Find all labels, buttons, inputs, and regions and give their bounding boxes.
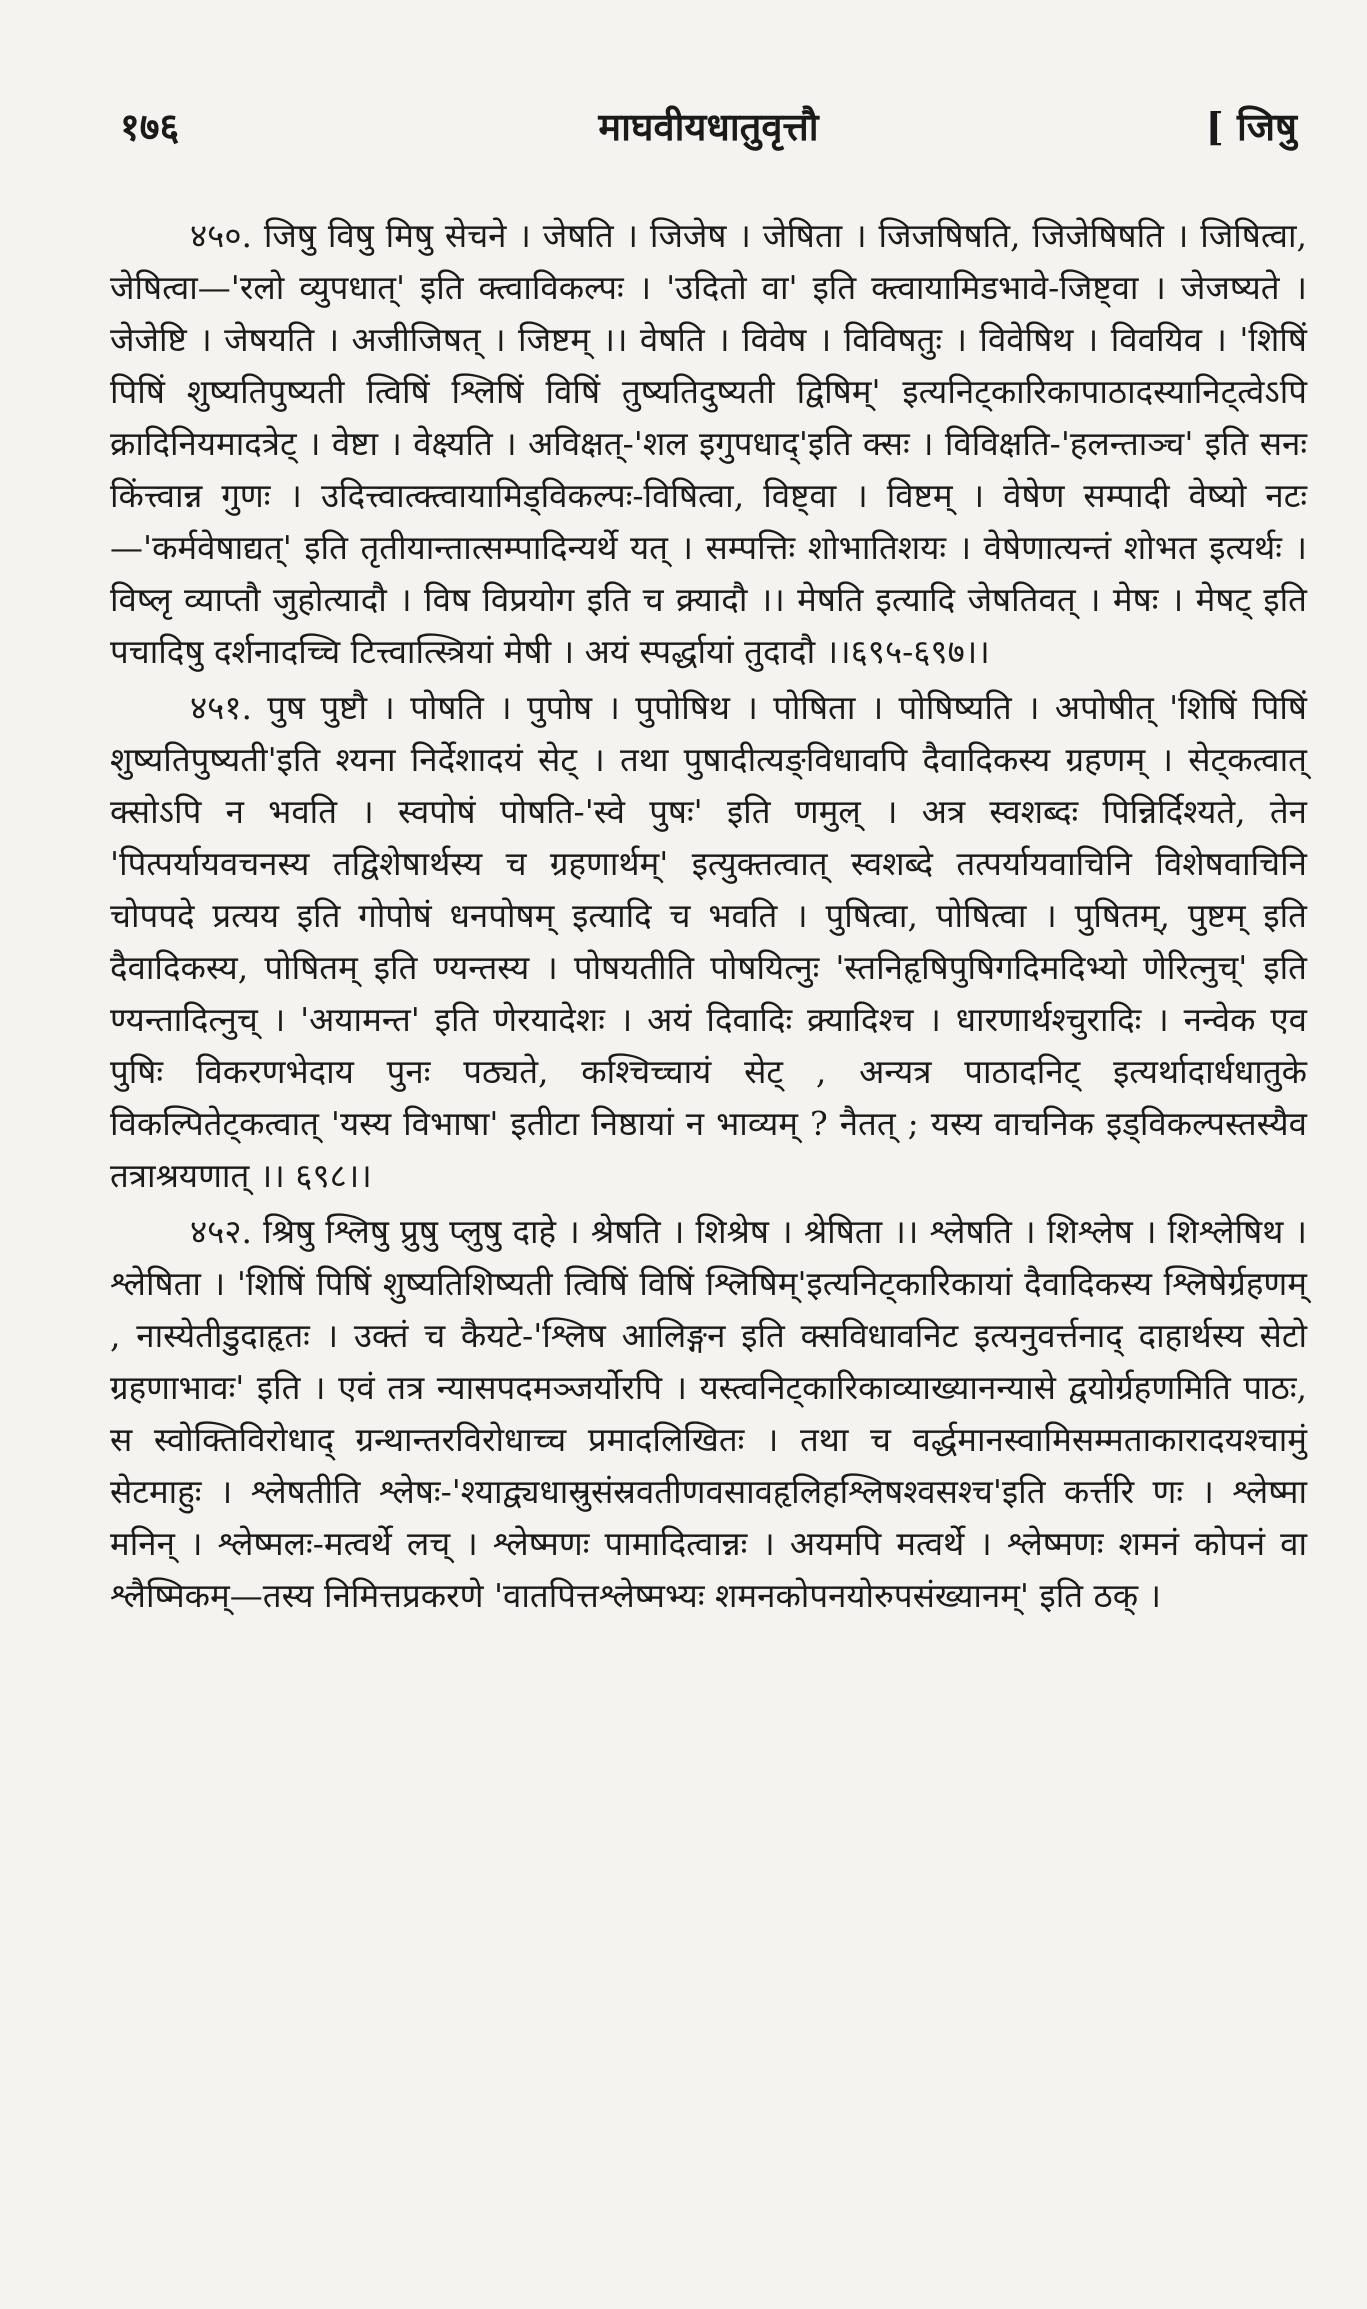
page-body xyxy=(110,210,1307,1622)
paragraph-450: ४५०. जिषु विषु मिषु सेचने । जेषति । जिजेष । जेषिता । जिजषिषति, जिजेषिषति । जिषित्वा, जेषित्वा—'रलो व्युपधात्' इति क्त्वाविकल्पः । 'उदितो वा' इति क्त्वायामिडभावे-जिष्ट्वा । जेजष्यते । जेजेष्टि । जेषयति । अजीजिषत् । जिष्टम् ।। वेषति । विवेष । विविषतुः । विवेषिथ । विवयिव । 'शिषिं पिषिं शुष्यतिपुष्यती त्विषिं श्लिषिं विषिं तुष्यतिदुष्यती द्विषिम्' इत्यनिट्कारिकापाठादस्यानिट्त्वेऽपि क्रादिनियमादत्रेट् । वेष्टा । वेक्ष्यति । अविक्षत्-'शल इगुपधाद्'इति क्सः । विविक्षति-'हलन्ताञ्च' इति सनः किंत्त्वान्न गुणः । उदित्त्वात्क्त्वायामिड्विकल्पः-विषित्वा, विष्ट्वा । विष्टम् । वेषेण सम्पादी वेष्यो नटः—'कर्मवेषाद्यत्' इति तृतीयान्तात्सम्पादिन्यर्थे यत् । सम्पत्तिः शोभातिशयः । वेषेणात्यन्तं शोभत इत्यर्थः । विष्लृ व्याप्तौ जुहोत्यादौ । विष विप्रयोग इति च क्र्यादौ ।। मेषति इत्यादि जेषतिवत् । मेषः । मेषट् इति पचादिषु दर्शनादच्चि टित्त्वात्स्त्रियां मेषी । अयं स्पर्द्धायां तुदादौ ।।६९५-६९७।। xyxy=(110,216,1307,671)
guide-word: [ जिषु xyxy=(1205,104,1297,149)
page-header xyxy=(110,100,1307,170)
paragraph-451: ४५१. पुष पुष्टौ । पोषति । पुपोष । पुपोषिथ । पोषिता । पोषिष्यति । अपोषीत् 'शिषिं पिषिं शुष्यतिपुष्यती'इति श्यना निर्देशादयं सेट् । तथा पुषादीत्यङ्विधावपि दैवादिकस्य ग्रहणम् । सेट्कत्वात् क्सोऽपि न भवति । स्वपोषं पोषति-'स्वे पुषः' इति णमुल् । अत्र स्वशब्दः पिन्निर्दिश्यते, तेन 'पित्पर्यायवचनस्य तद्विशेषार्थस्य च ग्रहणार्थम्' इत्युक्तत्वात् स्वशब्दे तत्पर्यायवाचिनि विशेषवाचिनि चोपपदे प्रत्यय इति गोपोषं धनपोषम् इत्यादि च भवति । पुषित्वा, पोषित्वा । पुषितम्, पुष्टम् इति दैवादिकस्य, पोषितम् इति ण्यन्तस्य । पोषयतीति पोषयित्नुः 'स्तनिहृषिपुषिगदिमदिभ्यो णेरित्नुच्' इति ण्यन्तादित्नुच् । 'अयामन्त' इति णेरयादेशः । अयं दिवादिः क्र्यादिश्च । धारणार्थश्चुरादिः । नन्वेक एव पुषिः विकरणभेदाय पुनः पठ्यते, कश्चिच्चायं सेट् , अन्यत्र पाठादनिट् इत्यर्थादार्धधातुके विकल्पितेट्कत्वात् 'यस्य विभाषा' इतीटा निष्ठायां न भाव्यम् ? नैतत् ; यस्य वाचनिक इड्विकल्पस्तस्यैव तत्राश्रयणात् ।। ६९८।। xyxy=(110,688,1307,1195)
running-title: माघवीयधातुवृत्तौ xyxy=(598,104,819,149)
page-number: १७६ xyxy=(120,104,180,149)
paragraph-452: ४५२. श्रिषु श्लिषु प्रुषु प्लुषु दाहे । श्रेषति । शिश्रेष । श्रेषिता ।। श्लेषति । शिश्लेष । शिश्लेषिथ । श्लेषिता । 'शिषिं पिषिं शुष्यतिशिष्यती त्विषिं विषिं श्लिषिम्'इत्यनिट्कारिकायां दैवादिकस्य श्लिषेर्ग्रहणम् , नास्येतीडुदाहृतः । उक्तं च कैयटे-'श्लिष आलिङ्गन इति क्सविधावनिट इत्यनुवर्त्तनाद् दाहार्थस्य सेटो ग्रहणाभावः' इति । एवं तत्र न्यासपदमञ्जर्योरपि । यस्त्वनिट्कारिकाव्याख्यानन्यासे द्वयोर्ग्रहणमिति पाठः, स स्वोक्तिविरोधाद् ग्रन्थान्तरविरोधाच्च प्रमादलिखितः । तथा च वर्द्धमानस्वामिसम्मताकारादयश्चामुं सेटमाहुः । श्लेषतीति श्लेषः-'श्याद्व्यधास्रुसंस्रवतीणवसावहृलिहश्लिषश्वसश्च'इति कर्त्तरि णः । श्लेष्मा मनिन् । श्लेष्मलः-मत्वर्थे लच् । श्लेष्मणः पामादित्वान्नः । अयमपि मत्वर्थे । श्लेष्मणः शमनं कोपनं वा श्लैष्मिकम्—तस्य निमित्तप्रकरणे 'वातपित्तश्लेष्मभ्यः शमनकोपनयोरुपसंख्यानम्' इति ठक् । xyxy=(110,1212,1307,1615)
